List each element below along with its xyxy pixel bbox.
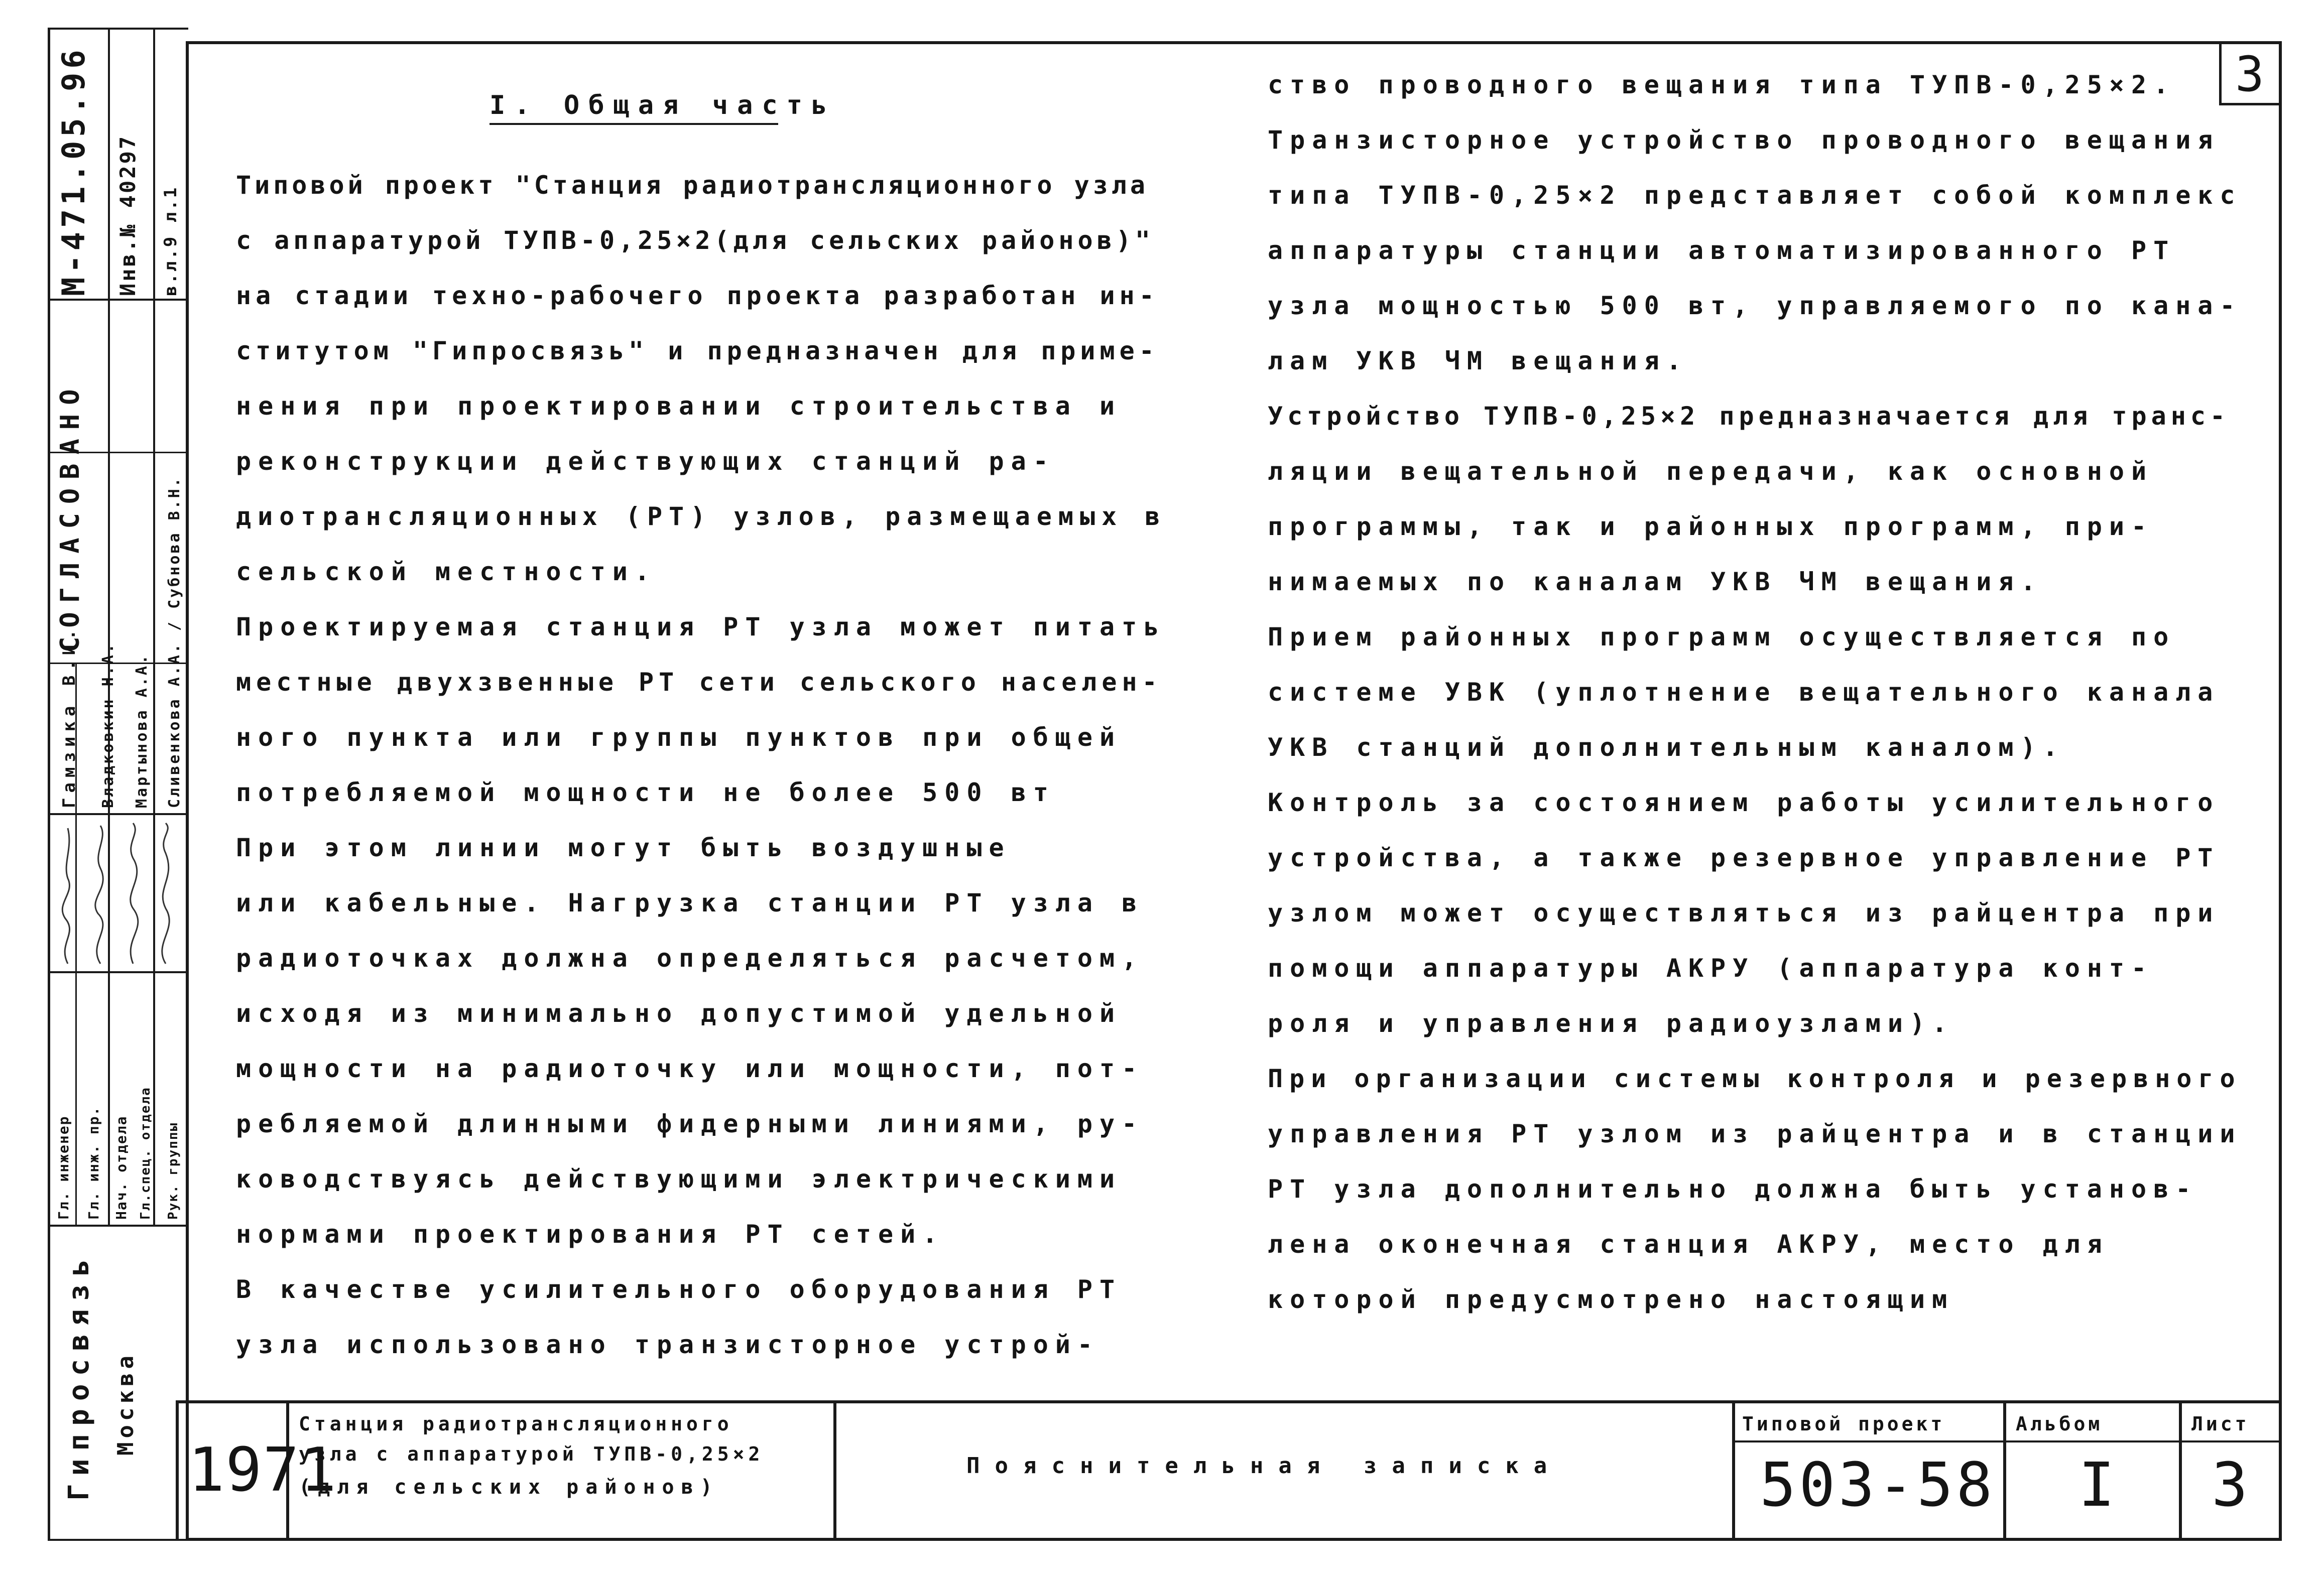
left-text-line: нения при проектировании строительства и — [236, 391, 1122, 421]
right-text-line: При организации системы контроля и резервного — [1268, 1064, 2242, 1093]
tb-div-project — [1732, 1400, 1735, 1541]
tb-div-title — [833, 1400, 836, 1541]
left-text-line: исходя из минимально допустимой удельной — [236, 999, 1122, 1028]
right-text-line: типа ТУПВ-0,25×2 представляет собой комплекс — [1268, 181, 2242, 210]
right-text-line: которой предусмотрено настоящим — [1268, 1285, 1954, 1314]
frame-left — [186, 41, 189, 1541]
right-text-line: управления РТ узлом из райцентра и в станции — [1268, 1119, 2242, 1148]
project-number: 503-58 — [1760, 1451, 1996, 1520]
frame-right — [2279, 41, 2282, 1541]
album-number: I — [2078, 1451, 2115, 1520]
right-text-line: УКВ станций дополнительным каналом). — [1268, 733, 2065, 762]
right-text-line: РТ узла дополнительно должна быть установ- — [1268, 1174, 2198, 1204]
left-text-line: местные двухзвенные РТ сети сельского населен- — [236, 668, 1162, 697]
sheet-label: Лист — [2191, 1413, 2250, 1435]
left-text-line: радиоточках должна определяться расчетом, — [236, 944, 1144, 973]
left-text-line: реконструкции действующих станций ра- — [236, 447, 1055, 476]
approver-4: Сливенкова А.А. / Субнова В.Н. — [166, 476, 183, 808]
left-text-line: ребляемой длинными фидерными линиями, ру- — [236, 1109, 1144, 1138]
year: 1971 — [188, 1435, 337, 1505]
left-text-line: В качестве усилительного оборудования РТ — [236, 1275, 1122, 1304]
left-text-line: на стадии техно-рабочего проекта разработан ин- — [236, 281, 1159, 310]
left-text-line: нормами проектирования РТ сетей. — [236, 1220, 945, 1249]
right-text-line: Транзисторное устройство проводного вещания — [1268, 125, 2220, 155]
stamp-col-mid — [108, 28, 110, 1225]
left-text-line: диотрансляционных (РТ) узлов, размещаемых в — [236, 502, 1167, 531]
document-name: Пояснительная записка — [966, 1453, 1562, 1479]
right-text-line: лам УКВ ЧМ вещания. — [1268, 346, 1688, 375]
album-label: Альбом — [2016, 1413, 2103, 1435]
role-3: Нач. отдела — [113, 1115, 130, 1220]
left-text-line: узла использовано транзисторное устрой- — [236, 1330, 1099, 1359]
role-2: Гл. инж. пр. — [85, 1106, 102, 1220]
right-text-line: ство проводного вещания типа ТУПВ-0,25×2. — [1268, 70, 2176, 99]
stamp-small-code: в.л.9 л.1 — [161, 185, 181, 296]
stamp-col-mid2 — [153, 28, 155, 1225]
left-text-line: сельской местности. — [236, 557, 657, 586]
stamp-sep-3 — [48, 971, 188, 973]
approver-1: Гамзика В.И. — [59, 624, 79, 808]
left-text-line: потребляемой мощности не более 500 вт — [236, 778, 1055, 807]
right-text-line: программы, так и районных программ, при- — [1268, 512, 2154, 541]
right-text-line: ляции вещательной передачи, как основной — [1268, 457, 2154, 486]
approved-label: СОГЛАСОВАНО — [55, 380, 85, 652]
left-text-line: или кабельные. Нагрузка станции РТ узла в — [236, 888, 1144, 917]
approver-2: Владковкин Н.А. — [99, 642, 117, 808]
project-title-line-3: (для сельских районов) — [299, 1476, 719, 1499]
left-text-line: ководствуясь действующими электрическими — [236, 1164, 1122, 1194]
right-text-line: роля и управления радиоузлами). — [1268, 1009, 1954, 1038]
right-text-line: узлом может осуществляться из райцентра при — [1268, 898, 2220, 928]
frame-top — [186, 41, 2282, 44]
titleblock-left — [176, 1400, 179, 1541]
right-text-line: Контроль за состоянием работы усилительного — [1268, 788, 2220, 817]
right-text-line: устройства, а также резервное управление РТ — [1268, 843, 2220, 872]
tb-div-album — [2003, 1400, 2006, 1541]
tb-header-line — [1732, 1440, 2282, 1442]
right-text-line: помощи аппаратуры АКРУ (аппаратура конт- — [1268, 954, 2154, 983]
tb-div-sheet — [2179, 1400, 2182, 1541]
stamp-bottom — [48, 1539, 188, 1541]
project-title-line-1: Станция радиотрансляционного — [299, 1413, 733, 1435]
sheet-box-bottom — [2219, 103, 2282, 105]
stamp-sep-4 — [48, 1225, 188, 1227]
doc-number: М-471.05.96 — [55, 46, 92, 296]
left-text-line: ститутом "Гипросвязь" и предназначен для приме- — [236, 336, 1159, 365]
sheet-box-left — [2219, 41, 2222, 104]
right-text-line: системе УВК (уплотнение вещательного канала — [1268, 678, 2220, 707]
titleblock-top — [176, 1400, 2282, 1403]
project-label: Типовой проект — [1742, 1413, 1945, 1435]
approver-3: Мартынова А.А. — [133, 653, 151, 808]
left-text-line: ного пункта или группы пунктов при общей — [236, 723, 1122, 752]
right-text-line: лена оконечная станция АКРУ, место для — [1268, 1230, 2109, 1259]
stamp-sep-1 — [48, 299, 188, 301]
organization-city: Москва — [113, 1352, 139, 1456]
role-5: Рук. группы — [166, 1122, 181, 1220]
section-title-underline — [490, 123, 778, 125]
organization-name: Гипросвязь — [63, 1251, 95, 1501]
signature-scribbles — [53, 818, 188, 969]
left-text-line: с аппаратурой ТУПВ-0,25×2(для сельских районов)" — [236, 226, 1154, 255]
role-1: Гл. инженер — [55, 1115, 72, 1220]
stamp-top — [48, 28, 188, 30]
inventory-number: Инв.№ 40297 — [115, 134, 140, 296]
role-4: Гл.спец. отдела — [138, 1087, 153, 1220]
frame-bottom — [186, 1538, 2282, 1541]
sheet-number-top: 3 — [2235, 46, 2264, 102]
section-title: I. Общая часть — [490, 90, 836, 120]
stamp-sep-2 — [48, 813, 188, 815]
right-text-line: узла мощностью 500 вт, управляемого по кана- — [1268, 291, 2242, 320]
stamp-col-left — [48, 28, 50, 1541]
right-text-line: Устройство ТУПВ-0,25×2 предназначается для транс- — [1268, 402, 2230, 431]
left-text-line: При этом линии могут быть воздушные — [236, 833, 1011, 862]
left-text-line: мощности на радиоточку или мощности, пот- — [236, 1054, 1144, 1083]
left-text-line: Типовой проект "Станция радиотрансляционного узла — [236, 171, 1149, 200]
right-text-line: нимаемых по каналам УКВ ЧМ вещания. — [1268, 567, 2043, 596]
sheet-number: 3 — [2212, 1451, 2248, 1520]
right-text-line: аппаратуры станции автоматизированного РТ — [1268, 236, 2176, 265]
project-title-line-2: узла с аппаратурой ТУПВ-0,25×2 — [299, 1443, 764, 1465]
left-text-line: Проектируемая станция РТ узла может питать — [236, 612, 1166, 641]
right-text-line: Прием районных программ осуществляется по — [1268, 622, 2176, 651]
